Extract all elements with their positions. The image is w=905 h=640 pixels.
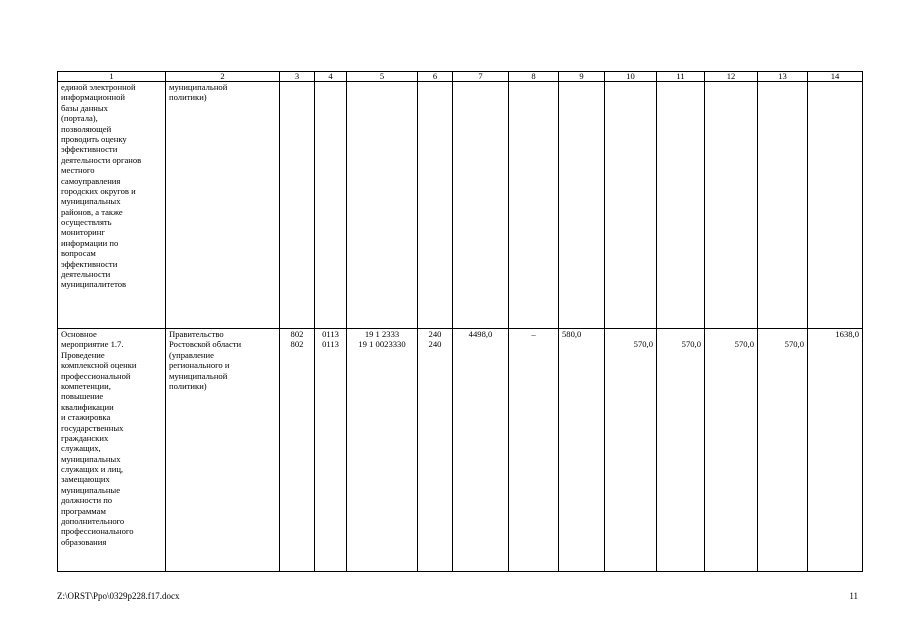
column-number: 8 [509, 72, 559, 82]
text-line: осуществлять [61, 217, 112, 228]
activity-name-text [61, 82, 162, 290]
text-line: Проведение [61, 349, 105, 360]
year-value: 570,0 [633, 339, 653, 350]
year-value: 570,0 [681, 339, 701, 350]
text-line: политики) [169, 92, 207, 103]
year-value-cell [509, 329, 559, 572]
text-line: и стажировка [61, 412, 111, 423]
table-row [58, 329, 863, 572]
text-line: квалификации [61, 401, 114, 412]
activity-name-cell [58, 329, 166, 572]
text-line: муниципальной [169, 82, 228, 92]
activity-name-text [61, 329, 162, 547]
column-number: 13 [758, 72, 808, 82]
text-line: позволяющей [61, 123, 112, 134]
expense-type-cell [418, 329, 453, 572]
text-line: 240 [428, 339, 442, 350]
text-line: профессионального [61, 526, 134, 537]
budget-table [57, 71, 863, 572]
target-article-code [350, 329, 414, 350]
text-line: эффективности [61, 258, 118, 269]
page-number: 11 [849, 591, 858, 601]
text-line: комплексной оценки [61, 360, 137, 371]
text-line: муниципалитетов [61, 279, 127, 290]
text-line: должности по [61, 495, 113, 506]
grbs-code [283, 329, 311, 350]
file-path: Z:\ORST\Ppo\0329p228.f17.docx [57, 591, 180, 601]
year-value: 580,0 [562, 329, 582, 339]
column-number-row [58, 72, 863, 82]
text-line: муниципальной [169, 370, 228, 381]
target-article-cell [347, 329, 418, 572]
text-line: регионального и [169, 360, 230, 371]
grbs-code-cell [280, 329, 315, 572]
column-number: 9 [559, 72, 605, 82]
text-line: районов, а также [61, 206, 123, 217]
year-value-cell [657, 329, 705, 572]
executor-cell [166, 329, 280, 572]
year-value: 1638,0 [835, 329, 859, 339]
text-line: 0113 [322, 329, 339, 339]
executor-text [169, 329, 276, 391]
text-line: Ростовской области [169, 339, 242, 350]
text-line: 802 [290, 329, 304, 339]
text-line: базы данных [61, 102, 108, 113]
column-number: 11 [657, 72, 705, 82]
column-number: 12 [705, 72, 758, 82]
column-number: 14 [808, 72, 863, 82]
year-value: – [531, 329, 536, 339]
text-line: местного [61, 165, 95, 176]
text-line: компетенции, [61, 380, 111, 391]
column-number: 4 [315, 72, 347, 82]
text-line: единой электронной [61, 82, 136, 92]
column-number: 1 [58, 72, 166, 82]
text-line: дополнительного [61, 516, 125, 527]
text-line: мероприятие 1.7. [61, 339, 124, 350]
text-line: государственных [61, 422, 124, 433]
text-line: 802 [290, 339, 304, 350]
text-line: муниципальных [61, 453, 121, 464]
text-line: 0113 [322, 339, 339, 350]
year-value: 570,0 [734, 339, 754, 350]
column-number: 10 [605, 72, 657, 82]
text-line: муниципальные [61, 484, 121, 495]
text-line: 240 [428, 329, 442, 339]
text-line: вопросам [61, 248, 96, 259]
text-line: служащих, [61, 443, 101, 454]
text-line: Основное [61, 329, 97, 339]
total-cell [453, 329, 509, 572]
text-line: проводить оценку [61, 133, 127, 144]
text-line: 19 1 0023330 [358, 339, 406, 350]
year-value-cell [808, 329, 863, 572]
text-line: повышение [61, 391, 104, 402]
text-line: 19 1 2333 [364, 329, 400, 339]
year-value: 570,0 [784, 339, 804, 350]
column-number: 5 [347, 72, 418, 82]
text-line: программам [61, 505, 106, 516]
text-line: городских округов и [61, 185, 136, 196]
text-line: замещающих [61, 474, 110, 485]
year-value-cell [605, 329, 657, 572]
section-code-cell [315, 329, 347, 572]
year-value-cell [705, 329, 758, 572]
activity-name-cell [58, 82, 166, 329]
column-number: 3 [280, 72, 315, 82]
text-line: самоуправления [61, 175, 121, 186]
text-line: (управление [169, 349, 214, 360]
year-value-cell [758, 329, 808, 572]
column-number: 2 [166, 72, 280, 82]
table-row [58, 82, 863, 329]
total-value: 4498,0 [468, 329, 493, 339]
executor-text [169, 82, 276, 103]
text-line: муниципальных [61, 196, 121, 207]
text-line: профессиональной [61, 370, 131, 381]
text-line: эффективности [61, 144, 118, 155]
section-code [318, 329, 343, 350]
year-value-cell [559, 329, 605, 572]
text-line: (портала), [61, 113, 98, 124]
text-line: деятельности органов [61, 154, 142, 165]
text-line: политики) [169, 380, 207, 391]
column-number: 6 [418, 72, 453, 82]
expense-type-code [421, 329, 449, 350]
text-line: гражданских [61, 432, 109, 443]
text-line: информационной [61, 92, 126, 103]
text-line: образования [61, 536, 107, 547]
text-line: деятельности [61, 269, 111, 280]
text-line: служащих и лиц, [61, 464, 124, 475]
text-line: Правительство [169, 329, 224, 339]
text-line: мониторинг [61, 227, 105, 238]
text-line: информации по [61, 237, 119, 248]
executor-cell [166, 82, 280, 329]
column-number: 7 [453, 72, 509, 82]
